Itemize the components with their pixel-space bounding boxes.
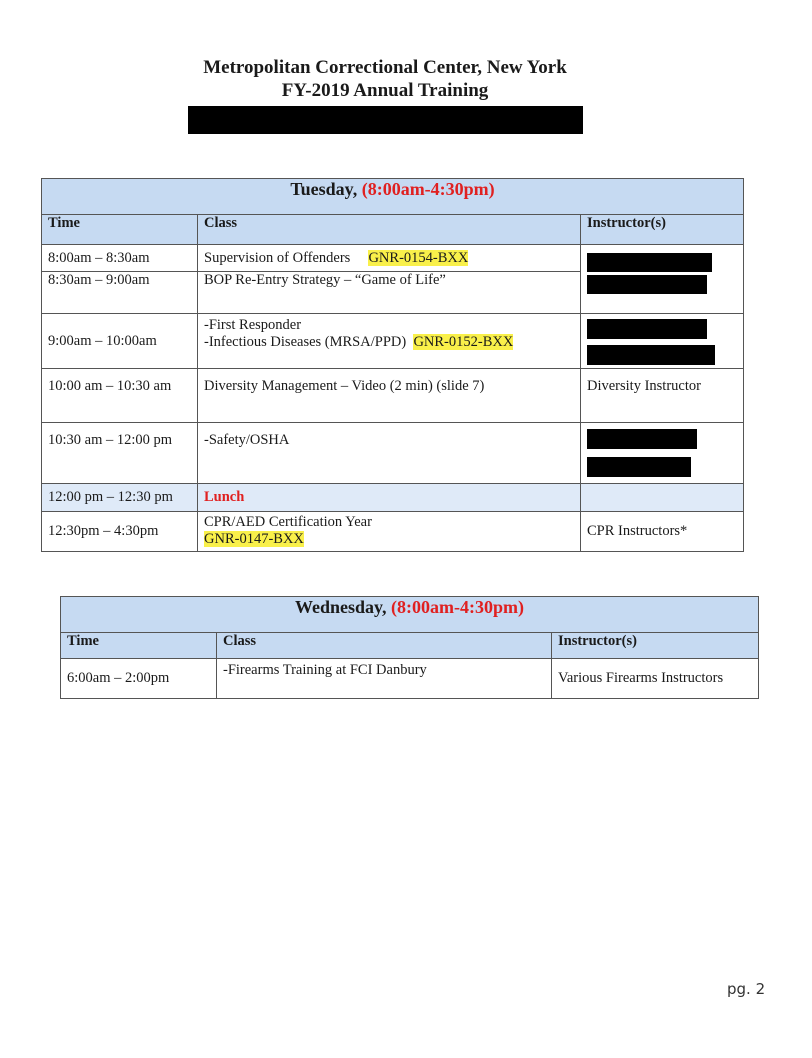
class-cell: -Safety/OSHA [198,423,581,484]
wednesday-header-row [61,633,759,659]
table-row [42,512,744,552]
class-title: Supervision of Offenders [204,250,351,266]
class-column-header: Class [198,215,581,245]
tuesday-schedule-table [41,178,744,552]
table-row [42,369,744,423]
tuesday-header-row [42,215,744,245]
redaction-bar [587,457,691,477]
instructor-cell [581,245,744,314]
class-cell [198,245,581,272]
class-cell: Diversity Management – Video (2 min) (slide 7) [198,369,581,423]
time-cell: 12:30pm – 4:30pm [42,512,198,552]
time-cell: 10:30 am – 12:00 pm [42,423,198,484]
time-cell: 8:30am – 9:00am [42,272,198,314]
instructor-column-header: Instructor(s) [581,215,744,245]
table-row [61,659,759,699]
wednesday-hours-label: (8:00am-4:30pm) [391,597,524,617]
time-column-header: Time [61,633,217,659]
class-title: -Infectious Diseases (MRSA/PPD) GNR-0152-BXX [204,334,514,350]
time-column-header: Time [42,215,198,245]
wednesday-day-label: Wednesday, [294,597,387,617]
class-title: CPR/AED Certification Year [204,514,372,530]
instructor-cell: Diversity Instructor [581,369,744,423]
redaction-bar [587,429,697,449]
tuesday-day-label: Tuesday, [290,179,358,199]
wednesday-day-band [61,597,759,633]
instructor-cell: CPR Instructors* [581,512,744,552]
table-row [42,314,744,369]
class-cell: Lunch [198,484,581,512]
time-cell: 6:00am – 2:00pm [61,659,217,699]
redaction-bar [587,345,715,365]
redaction-bar [587,253,712,272]
instructor-column-header: Instructor(s) [552,633,759,659]
tuesday-day-heading [42,179,744,215]
table-row [42,423,744,484]
instructor-cell: Various Firearms Instructors [552,659,759,699]
redaction-bar [587,319,707,339]
class-title: -First Responder [204,317,302,333]
course-code: GNR-0147-BXX [204,531,304,547]
class-cell [198,512,581,552]
tuesday-day-band [42,179,744,215]
tuesday-hours-label: (8:00am-4:30pm) [361,179,495,199]
table-row [42,484,744,512]
class-cell: -Firearms Training at FCI Danbury [217,659,552,699]
course-code: GNR-0154-BXX [368,250,469,266]
time-cell: 8:00am – 8:30am [42,245,198,272]
redaction-bar [587,275,707,294]
time-cell: 9:00am – 10:00am [42,314,198,369]
class-cell: BOP Re-Entry Strategy – “Game of Life” [198,272,581,314]
instructor-cell [581,314,744,369]
instructor-cell [581,484,744,512]
time-cell: 12:00 pm – 12:30 pm [42,484,198,512]
course-code: GNR-0152-BXX [413,334,514,350]
class-cell [198,314,581,369]
page-number: pg. 2 [727,980,766,998]
redaction-bar [188,106,583,134]
wednesday-schedule-table [60,596,759,699]
document-title [0,56,770,102]
instructor-cell [581,423,744,484]
title-line-1: Metropolitan Correctional Center, New York [203,57,567,78]
class-column-header: Class [217,633,552,659]
table-row [42,245,744,272]
title-line-2: FY-2019 Annual Training [281,80,489,101]
time-cell: 10:00 am – 10:30 am [42,369,198,423]
wednesday-day-heading [61,597,759,633]
